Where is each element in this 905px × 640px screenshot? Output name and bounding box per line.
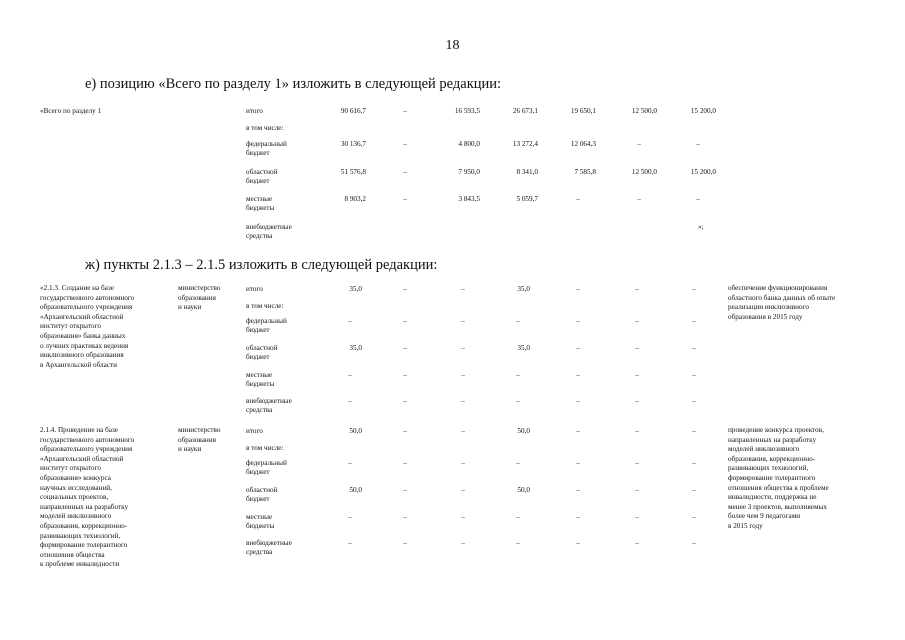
value-cell: 30 136,7 [340, 140, 366, 148]
executor [178, 284, 220, 313]
value-cell: 12 064,3 [570, 140, 596, 148]
value-cell: – [692, 371, 696, 379]
value-cell: – [403, 513, 407, 521]
item-name-line: образовательного учреждения [40, 445, 133, 454]
value-cell: – [696, 195, 700, 203]
value-cell: – [576, 427, 580, 435]
value-cell: 26 673,1 [512, 107, 538, 115]
value-cell: – [403, 397, 407, 405]
expected-result-line: реализации инклюзивного [728, 303, 809, 312]
value-cell: – [461, 317, 465, 325]
value-cell: – [348, 459, 352, 467]
source-label: итого [246, 427, 263, 435]
value-cell: – [635, 539, 639, 547]
item-name-line: инклюзивного образования [40, 351, 124, 360]
executor-line: и науки [178, 303, 202, 312]
executor-line: министерство [178, 284, 221, 292]
value-cell: – [692, 285, 696, 293]
value-cell: – [348, 371, 352, 379]
value-cell: – [692, 317, 696, 325]
item-name-line: 2.1.4. Проведение на базе [40, 426, 119, 434]
executor-line: образования [178, 293, 216, 302]
value-cell: – [692, 486, 696, 494]
value-cell: – [635, 371, 639, 379]
value-cell: – [635, 486, 639, 494]
item-name-line: образования» банка данных [40, 331, 126, 340]
value-cell: – [516, 371, 520, 379]
source-label: внебюджетные [246, 539, 292, 547]
expected-result-line: направленных на разработку [728, 435, 817, 444]
expected-result [728, 284, 835, 322]
value-cell: – [692, 513, 696, 521]
item-name-line: социальных проектов, [40, 493, 109, 502]
value-cell: 5 059,7 [516, 195, 538, 203]
value-cell: – [516, 513, 520, 521]
item-name-line: институт открытого [40, 322, 102, 331]
expected-result-line: инвалидности, поддержка не [728, 493, 817, 502]
value-cell: 15 200,0 [690, 168, 716, 176]
source-label: внебюджетные [246, 397, 292, 405]
expected-result-line: более чем 9 педагогами [728, 512, 801, 521]
value-cell: – [516, 397, 520, 405]
value-cell: – [403, 140, 407, 148]
value-cell: 16 593,5 [454, 107, 480, 115]
value-cell: – [635, 285, 639, 293]
closing-quote: »; [698, 223, 704, 231]
value-cell: – [576, 486, 580, 494]
item-name-line: образовательного учреждения [40, 303, 133, 312]
heading-e: е) позицию «Всего по разделу 1» изложить в следующей редакции: [85, 76, 502, 92]
value-cell: – [348, 317, 352, 325]
expected-result-line: моделей инклюзивного [728, 445, 800, 454]
value-cell: – [635, 317, 639, 325]
source-label: местные [246, 513, 273, 521]
value-cell: – [576, 344, 580, 352]
value-cell: – [576, 513, 580, 521]
source-label: федеральный [246, 459, 287, 467]
value-cell: – [635, 427, 639, 435]
item-name [40, 284, 134, 370]
value-cell: – [461, 397, 465, 405]
value-cell: – [692, 397, 696, 405]
heading-zh: ж) пункты 2.1.3 – 2.1.5 изложить в следующей редакции: [85, 257, 438, 273]
source-label: федеральный [246, 317, 287, 325]
expected-result-line: проведение конкурса проектов, [728, 426, 824, 434]
item-name-line: к проблеме инвалидности [40, 560, 120, 569]
value-cell: 35,0 [517, 344, 530, 352]
expected-result-line: в 2015 году [728, 521, 763, 530]
value-cell: – [696, 140, 700, 148]
item-name [40, 426, 134, 570]
value-cell: – [403, 486, 407, 494]
value-cell: – [403, 539, 407, 547]
expected-result-line: менее 3 проектов, выполняемых [728, 502, 827, 511]
value-cell: 35,0 [349, 285, 362, 293]
item-name-line: государственного автономного [40, 293, 135, 302]
value-cell: 8 903,2 [344, 195, 366, 203]
source-label: в том числе: [246, 124, 284, 132]
value-cell: 12 500,0 [631, 107, 657, 115]
value-cell: – [403, 344, 407, 352]
value-cell: 35,0 [349, 344, 362, 352]
value-cell: – [461, 285, 465, 293]
source-label: бюджет [246, 149, 270, 157]
source-label: областной [246, 486, 278, 494]
executor-line: образования [178, 435, 216, 444]
value-cell: 50,0 [517, 427, 530, 435]
value-cell: 19 650,1 [570, 107, 596, 115]
value-cell: – [576, 397, 580, 405]
value-cell: – [576, 459, 580, 467]
value-cell: – [461, 371, 465, 379]
source-label: местные [246, 195, 273, 203]
item-name-line: отношения общества [40, 550, 105, 559]
source-label: бюджет [246, 495, 270, 503]
source-label: в том числе: [246, 444, 284, 452]
expected-result [728, 426, 829, 532]
value-cell: – [516, 539, 520, 547]
value-cell: – [348, 539, 352, 547]
value-cell: – [637, 140, 641, 148]
item-name-line: формирование толерантного [40, 541, 128, 550]
item-name-line: моделей инклюзивного [40, 512, 112, 521]
value-cell: – [348, 513, 352, 521]
value-cell: 7 950,0 [458, 168, 480, 176]
value-cell: – [576, 539, 580, 547]
item-name-line: о лучших практиках ведения [40, 341, 129, 350]
source-label: бюджет [246, 177, 270, 185]
source-label: в том числе: [246, 302, 284, 310]
value-cell: – [403, 168, 407, 176]
value-cell: – [403, 195, 407, 203]
expected-result-line: образования, коррекционно- [728, 454, 816, 463]
value-cell: 8 341,0 [516, 168, 538, 176]
source-label: областной [246, 168, 278, 176]
item-name-line: «Архангельский областной [40, 454, 124, 463]
value-cell: – [635, 513, 639, 521]
section-total-label: «Всего по разделу 1 [40, 107, 102, 115]
source-label: бюджет [246, 326, 270, 334]
value-cell: – [403, 427, 407, 435]
item-name-line: развивающих технологий, [40, 531, 121, 540]
value-cell: 90 616,7 [340, 107, 366, 115]
value-cell: 50,0 [349, 486, 362, 494]
source-label: итого [246, 107, 263, 115]
item-name-line: в Архангельской области [40, 360, 117, 369]
value-cell: – [348, 397, 352, 405]
value-cell: – [692, 459, 696, 467]
source-label: бюджеты [246, 380, 275, 388]
source-label: бюджет [246, 353, 270, 361]
value-cell: – [403, 107, 407, 115]
source-label: внебюджетные [246, 223, 292, 231]
value-cell: – [403, 285, 407, 293]
value-cell: 35,0 [517, 285, 530, 293]
value-cell: – [635, 344, 639, 352]
value-cell: – [461, 539, 465, 547]
source-label: бюджеты [246, 204, 275, 212]
expected-result-line: образования в 2015 году [728, 312, 803, 321]
value-cell: 12 500,0 [631, 168, 657, 176]
item-name-line: направленных на разработку [40, 502, 129, 511]
expected-result-line: формирование толерантного [728, 473, 816, 482]
value-cell: 15 200,0 [690, 107, 716, 115]
item-name-line: образования, коррекционно- [40, 521, 128, 530]
value-cell: 7 585,8 [574, 168, 596, 176]
value-cell: 4 800,0 [458, 140, 480, 148]
item-name-line: научных исследований, [40, 483, 112, 492]
item-name-line: «2.1.3. Создание на базе [40, 284, 114, 292]
value-cell: – [461, 459, 465, 467]
value-cell: – [576, 285, 580, 293]
item-name-line: образования» конкурса [40, 473, 111, 482]
value-cell: – [461, 427, 465, 435]
value-cell: – [516, 317, 520, 325]
value-cell: – [403, 371, 407, 379]
value-cell: – [576, 195, 580, 203]
executor-line: и науки [178, 445, 202, 454]
value-cell: – [461, 344, 465, 352]
value-cell: – [635, 397, 639, 405]
expected-result-line: отношения общества к проблеме [728, 483, 829, 492]
value-cell: – [576, 371, 580, 379]
source-label: средства [246, 406, 273, 414]
value-cell: – [576, 317, 580, 325]
value-cell: – [692, 539, 696, 547]
value-cell: – [461, 486, 465, 494]
item-name-line: «Архангельский областной [40, 312, 124, 321]
source-label: итого [246, 285, 263, 293]
source-label: средства [246, 232, 273, 240]
value-cell: 3 843,5 [458, 195, 480, 203]
source-label: областной [246, 344, 278, 352]
page-number: 18 [445, 38, 460, 53]
value-cell: – [692, 427, 696, 435]
source-label: бюджет [246, 468, 270, 476]
expected-result-line: областного банка данных об опыте [728, 293, 836, 302]
value-cell: – [635, 459, 639, 467]
source-label: федеральный [246, 140, 287, 148]
value-cell: – [403, 459, 407, 467]
executor [178, 426, 220, 455]
executor-line: министерство [178, 426, 221, 434]
item-name-line: институт открытого [40, 464, 102, 473]
value-cell: – [403, 317, 407, 325]
source-label: бюджеты [246, 522, 275, 530]
value-cell: 50,0 [349, 427, 362, 435]
item-name-line: государственного автономного [40, 435, 135, 444]
expected-result-line: обеспечение функционирования [728, 284, 828, 292]
value-cell: – [461, 513, 465, 521]
value-cell: – [692, 344, 696, 352]
expected-result-line: развивающих технологий, [728, 464, 809, 473]
value-cell: 13 272,4 [512, 140, 538, 148]
value-cell: – [516, 459, 520, 467]
value-cell: – [637, 195, 641, 203]
source-label: местные [246, 371, 273, 379]
value-cell: 50,0 [517, 486, 530, 494]
value-cell: 51 576,8 [340, 168, 366, 176]
source-label: средства [246, 548, 273, 556]
